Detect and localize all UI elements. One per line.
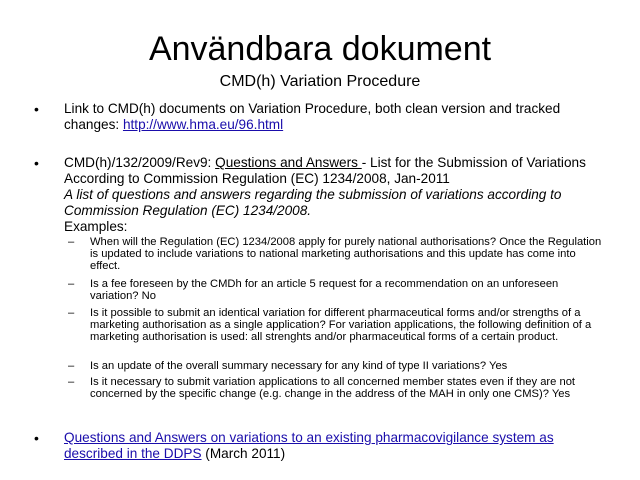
bullet-text: Link to CMD(h) documents on Variation Procedure, both clean version and tracked changes:	[64, 101, 561, 132]
example-text: Is it possible to submit an identical variation for different pharmaceutical forms and/or strengths of a marketing authorisation as a single application? For variation applications, the following definition of a marketing authorisation is used: all strenghts and/or pharmaceutical forms of a certain product.	[90, 307, 592, 344]
bullet-marker: •	[34, 430, 39, 446]
doc-reference: CMD(h)/132/2009/Rev9:	[64, 155, 216, 170]
example-text: Is an update of the overall summary necessary for any kind of type II variations? Yes	[90, 360, 508, 372]
doc-description: - List for the Submission of Variations According to Commission Regulation (EC) 1234/2008, Jan-2011	[64, 155, 586, 186]
doc-summary: A list of questions and answers regarding the submission of variations according to Commission Regulation (EC) 1234/2008.	[64, 187, 562, 218]
date-note: (March 2011)	[201, 446, 286, 461]
bullet-marker: •	[34, 155, 39, 171]
hma-link[interactable]: http://www.hma.eu/96.html	[122, 117, 284, 132]
dash-marker: –	[68, 307, 75, 319]
example-text: Is a fee foreseen by the CMDh for an article 5 request for a recommendation on an unforeseen variation? No	[90, 278, 559, 303]
dash-marker: –	[68, 360, 75, 372]
example-text: Is it necessary to submit variation applications to all concerned member states even if they are not concerned by the specific change (e.g. change in the address of the MAH in only one CMS)? Yes	[90, 376, 576, 401]
dash-marker: –	[68, 376, 75, 388]
dash-marker: –	[68, 278, 75, 290]
slide-subtitle: CMD(h) Variation Procedure	[219, 73, 421, 90]
slide-title: Användbara dokument	[148, 30, 492, 68]
questions-answers-title: Questions and Answers	[215, 155, 362, 170]
pharmacovigilance-link[interactable]: Questions and Answers on variations to an existing pharmacovigilance system as described in the DDPS	[64, 430, 554, 461]
examples-label: Examples:	[64, 219, 128, 234]
bullet-marker: •	[34, 101, 39, 117]
dash-marker: –	[68, 236, 75, 248]
example-text: When will the Regulation (EC) 1234/2008 apply for purely national authorisations? Once the Regulation is updated to include variations to national marketing authorisations and this update has come into effect.	[90, 236, 602, 273]
